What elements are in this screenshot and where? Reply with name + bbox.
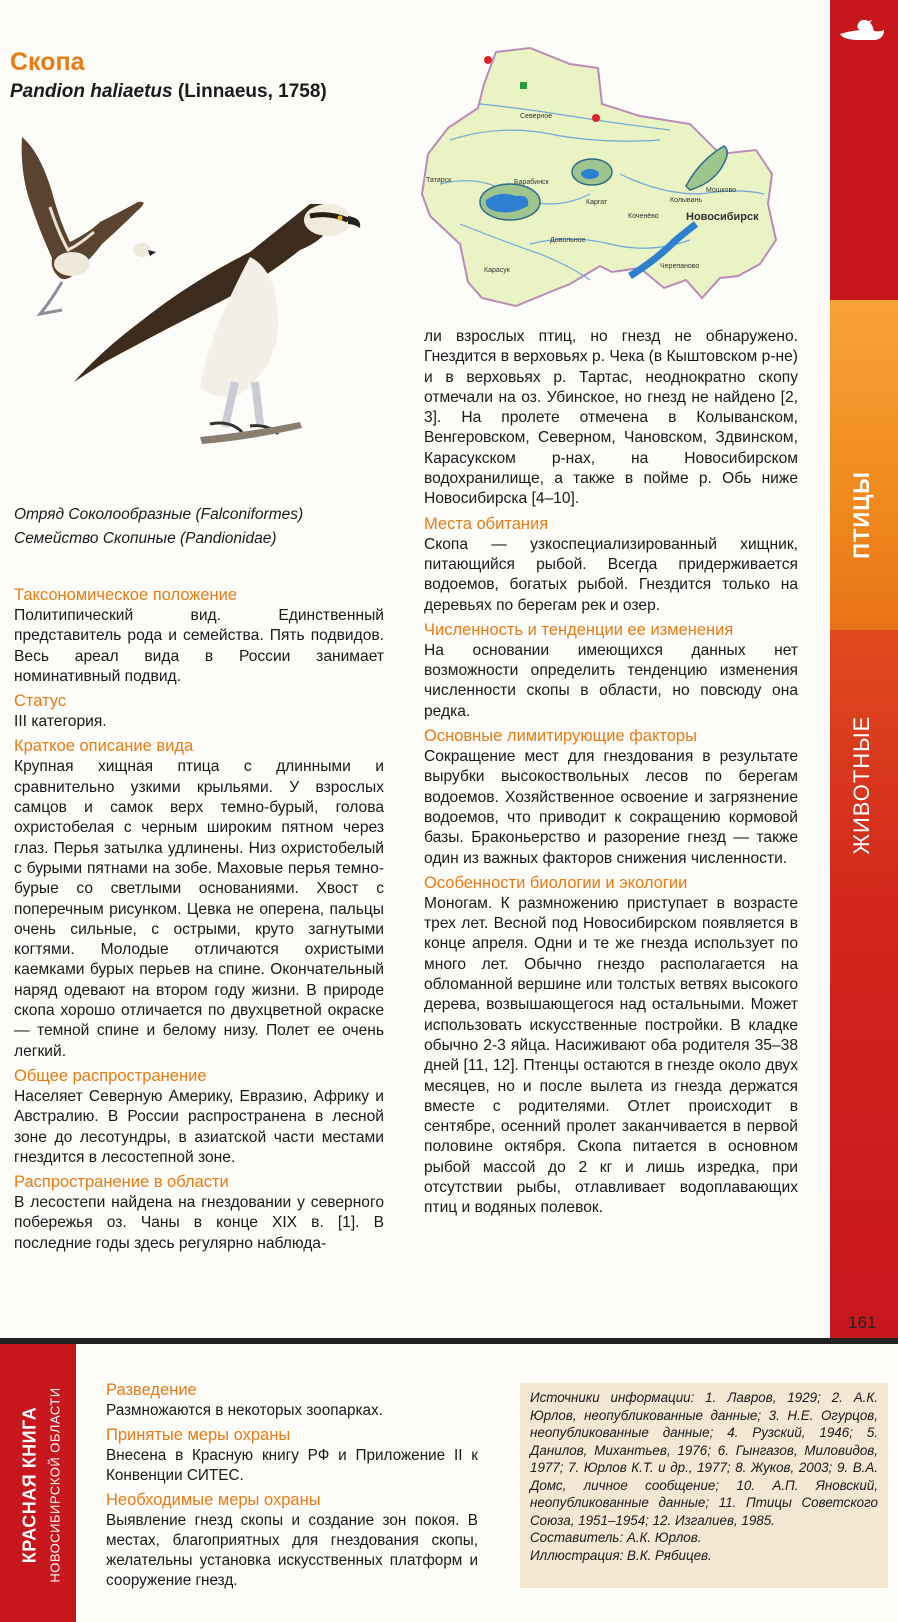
heading-measures-needed: Необходимые меры охраны xyxy=(106,1491,321,1509)
heading-limiting-factors: Основные лимитирующие факторы xyxy=(424,727,697,746)
map-label: Карасук xyxy=(484,267,510,274)
text-measures-needed: Выявление гнезд скопы и создание зон покоя. В местах, благоприятных для гнездования скопы, желательны установка искусственных платформ и сооружение гнезд. xyxy=(106,1512,478,1589)
left-column xyxy=(14,585,384,1254)
osprey-illustration xyxy=(10,132,400,487)
book-subtitle: НОВОСИБИРСКОЙ ОБЛАСТИ xyxy=(47,1387,63,1583)
heading-measures-taken: Принятые меры охраны xyxy=(106,1426,291,1444)
heading-status: Статус xyxy=(14,692,67,711)
heading-general-distribution: Общее распространение xyxy=(14,1066,207,1085)
map-label: Северное xyxy=(520,113,553,120)
text-breeding: Размножаются в некоторых зоопарках. xyxy=(106,1402,383,1419)
right-column xyxy=(424,327,798,1219)
map-label: Новосибирск xyxy=(686,211,759,223)
text-regional-distribution-1: В лесостепи найдена на гнездовании у северного побережья оз. Чаны в конце XIX в. [1]. В последние годы здесь регулярно наблюда- xyxy=(14,1194,384,1252)
map-label: Татарск xyxy=(426,177,452,184)
record-point xyxy=(484,56,492,64)
illustrator-text: Иллюстрация: В.К. Рябицев. xyxy=(530,1547,712,1563)
text-biology: Моногам. К размножению приступает в возрасте трех лет. Весной под Новосибирском появляется в конце апреля. Одни и те же гнезда использует по много лет. Обычно гнездо располагается на обломанной вершине или толстых ветвях высокого дерева, возвышающегося над остальными. Может использовать искусственные постройки. В кладке обычно 2-3 яйца. Насиживают оба родителя 35–38 дней [11, 12]. Птенцы остаются в гнезде около двух месяцев, но и после вылета из гнезда держатся вместе с родителями. Отлет происходит в сентябре, осенний пролет заканчивается в первой половине октября. Скопа питается в основном рыбой массой до 2 кг и лишь изредка, при отсутствии рыбы, отлавливает водоплавающих птиц и водяных полевок. xyxy=(424,894,798,1217)
map-label: Барабинск xyxy=(514,179,549,186)
map-label: Мошково xyxy=(706,187,736,194)
heading-description: Краткое описание вида xyxy=(14,737,194,756)
map-label: Колывань xyxy=(670,197,702,204)
text-description: Крупная хищная птица с длинными и сравнительно узкими крыльями. У взрослых самцов и самок верх темно-бурый, голова охристобелая с черным широким пятном через глаз. Перья затылка удлинены. Низ охристобелый с бурыми пятнами на зобе. Маховые перья темно-бурые со светлыми основаниями. Хвост с поперечным рисунком. Цевка не оперена, пальцы очень сильные, с острыми, круто загнутыми когтями. Молодые отличаются охристыми каемками бурых перьев на спине. Окончательный наряд одевают на втором году жизни. В природе скопа хорошо отличается по двухцветной окраске — темной спине и белому низу. Полет ее очень легкий. xyxy=(14,758,384,1060)
heading-numbers: Численность и тенденции ее изменения xyxy=(424,620,734,639)
latin-name: Pandion haliaetus (Linnaeus, 1758) xyxy=(10,81,327,102)
duck-icon xyxy=(836,14,888,44)
page-number: 161 xyxy=(848,1313,877,1332)
sources-box xyxy=(520,1383,888,1588)
compiler-text: Составитель: А.К. Юрлов. xyxy=(530,1530,702,1545)
map-label: Каргат xyxy=(586,199,608,206)
heading-regional-distribution: Распространение в области xyxy=(14,1173,229,1192)
distribution-map xyxy=(420,44,804,316)
map-label: Довольное xyxy=(550,237,586,244)
text-status: III категория. xyxy=(14,713,107,731)
sources-text: Источники информации: 1. Лавров, 1929; 2. А.К. Юрлов, неопубликованные данные; 3. Н.Е. Огурцов, неопубликованные данные; 4. Рузский, 1946; 5. Данилов, Михантьев, 1976; 6. Гынгазов, Миловидов, 1977; 7. Юрлов К.Т. и др., 1977; 8. Жуков, 2003; 9. В.А. Домс, личное сообщение; 10. А.П. Яновский, неопубликованные данные; 11. Птицы Советского Союза, 1951–1954; 12. Изгалиев, 1985. xyxy=(530,1390,878,1528)
text-general-distribution: Населяет Северную Америку, Евразию, Африку и Австралию. В России распространена в лесной зоне до лесотундры, в азиатской части местами гнездится в лесостепной зоне. xyxy=(14,1087,384,1166)
species-title: Скопа xyxy=(10,48,85,76)
section-label-animals: ЖИВОТНЫЕ xyxy=(849,715,874,855)
nest-marker xyxy=(520,82,527,89)
text-numbers: На основании имеющихся данных нет возможности определить тенденцию изменения численности скопы в области, но повсюду она редка. xyxy=(424,641,798,720)
flying-osprey xyxy=(22,137,156,314)
perched-osprey xyxy=(74,204,360,444)
heading-taxonomy: Таксономическое положение xyxy=(14,586,238,604)
side-tab-birds-band xyxy=(826,300,898,630)
heading-habitat: Места обитания xyxy=(424,514,549,533)
text-limiting-factors: Сокращение мест для гнездования в результате вырубки высокоствольных лесов по берегам водоемов. Хозяйственное освоение и загрязнение водоемов, что приводит к сокращению кормовой базы. Браконьерство и разорение гнезд — также один из важных факторов снижения численности. xyxy=(424,748,798,867)
taxonomy-order: Отряд Соколообразные (Falconiformes) xyxy=(14,506,304,523)
text-taxonomy: Политипический вид. Единственный представитель рода и семейства. Пять подвидов. Весь ареал вида в России занимает номинативный подвид. xyxy=(14,607,384,685)
book-title: КРАСНАЯ КНИГА xyxy=(19,1406,40,1564)
section-label-birds: ПТИЦЫ xyxy=(849,471,874,559)
protection-column xyxy=(106,1380,478,1591)
text-measures-taken: Внесена в Красную книгу РФ и Приложение II к Конвенции СИТЕС. xyxy=(106,1447,478,1484)
record-point xyxy=(592,114,600,122)
text-regional-distribution-2: ли взрослых птиц, но гнезд не обнаружено. Гнездится в верховьях р. Чека (в Кыштовском р-не) и в верховьях р. Тартас, неоднократно скопу отмечали на оз. Убинское, но гнезд не найдено [2, 3]. На пролете отмечена в Колыванском, Венгеровском, Северном, Чановском, Здвинском, Карасукском р-нах, на Новосибирском водохранилище, а также в пойме р. Обь ниже Новосибирска [4–10]. xyxy=(424,328,798,508)
taxonomy-family: Семейство Скопиные (Pandionidae) xyxy=(14,530,277,547)
heading-biology: Особенности биологии и экологии xyxy=(424,873,688,892)
heading-breeding: Разведение xyxy=(106,1381,197,1399)
text-habitat: Скопа — узкоспециализированный хищник, питающийся рыбой. Всегда придерживается водоемов, богатых рыбой. Гнездится только на деревьях по берегам рек и озер. xyxy=(424,535,798,614)
map-label: Черепаново xyxy=(660,263,700,270)
map-label: Кочeнёво xyxy=(628,213,659,220)
